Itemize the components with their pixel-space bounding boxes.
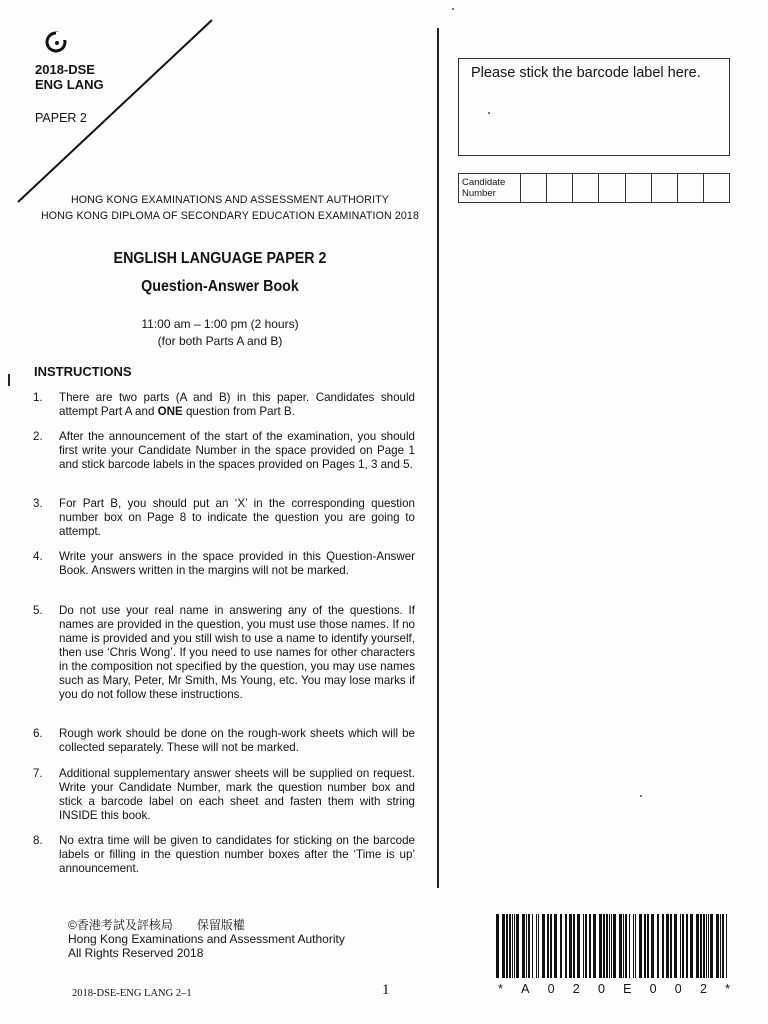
barcode-label-instruction: Please stick the barcode label here. <box>471 65 701 81</box>
instruction-item <box>33 430 415 472</box>
instruction-item <box>33 391 415 419</box>
barcode-bar <box>603 914 605 978</box>
paper-code: PAPER 2 <box>35 111 87 125</box>
barcode-bar <box>583 914 584 978</box>
instruction-number: 7. <box>33 767 43 780</box>
barcode-char: 2 <box>572 982 580 996</box>
barcode-bar <box>536 914 537 978</box>
barcode-bar <box>635 914 636 978</box>
barcode-char: 0 <box>597 982 605 996</box>
instruction-text: There are two parts (A and B) in this paper. Candidates should attempt Part A and ONE question from Part B. <box>59 391 415 418</box>
instruction-text: For Part B, you should put an ‘X’ in the corresponding question number box on Page 8 to indicate the question you are going to attempt. <box>59 497 415 538</box>
instruction-text: Rough work should be done on the rough-work sheets which will be collected separately. These will not be marked. <box>59 727 415 754</box>
barcode-graphic <box>496 914 730 980</box>
book-title: Question-Answer Book <box>141 278 299 295</box>
barcode-char: E <box>623 982 632 996</box>
candidate-number-field <box>458 173 730 203</box>
instruction-text: No extra time will be given to candidates for sticking on the barcode labels or filling in the question number boxes after the ‘Time is up’ announcement. <box>59 834 415 875</box>
barcode-char: 0 <box>547 982 555 996</box>
barcode-bar <box>674 914 677 978</box>
instruction-number: 1. <box>33 391 43 404</box>
barcode-bar <box>526 914 527 978</box>
barcode-bar <box>708 914 709 978</box>
scan-dot <box>640 795 642 797</box>
candidate-label-line1: Candidate <box>462 177 506 188</box>
candidate-digit-box <box>521 174 547 202</box>
barcode-bar <box>606 914 608 978</box>
scan-mark <box>8 374 10 386</box>
barcode-bar <box>528 914 530 978</box>
barcode-bar <box>706 914 707 978</box>
footer-paper-code: 2018-DSE-ENG LANG 2–1 <box>72 988 192 999</box>
barcode-bar <box>550 914 552 978</box>
barcode-bar <box>554 914 557 978</box>
barcode-bar <box>639 914 642 978</box>
authority-name: HONG KONG EXAMINATIONS AND ASSESSMENT AUTHORITY <box>70 194 390 206</box>
barcode-bar <box>700 914 702 978</box>
instruction-number: 8. <box>33 834 43 847</box>
barcode-bar <box>532 914 533 978</box>
instruction-number: 2. <box>33 430 43 443</box>
barcode-label-box <box>458 58 730 156</box>
barcode-bar <box>613 914 616 978</box>
barcode-bar <box>506 914 508 978</box>
barcode-bar <box>696 914 699 978</box>
barcode-char: 0 <box>649 982 657 996</box>
barcode-bar <box>682 914 684 978</box>
copyright-rights: All Rights Reserved 2018 <box>68 946 204 960</box>
barcode-bar <box>585 914 587 978</box>
barcode-bar <box>722 914 724 978</box>
barcode-bar <box>690 914 693 978</box>
instruction-number: 4. <box>33 550 43 563</box>
barcode-bar <box>538 914 539 978</box>
candidate-digit-box <box>704 174 729 202</box>
exam-time: 11:00 am – 1:00 pm (2 hours) <box>141 317 299 331</box>
emphasis-word: ONE <box>157 405 183 418</box>
hkeaa-logo-icon <box>44 30 68 54</box>
paper-title: ENGLISH LANGUAGE PAPER 2 <box>113 250 327 267</box>
candidate-digit-box <box>626 174 652 202</box>
barcode-bar <box>512 914 513 978</box>
instruction-item <box>33 604 415 702</box>
barcode-bar <box>647 914 649 978</box>
barcode-bar <box>573 914 575 978</box>
barcode-bar <box>509 914 511 978</box>
barcode-bar <box>565 914 567 978</box>
instruction-item <box>33 834 415 876</box>
instruction-item <box>33 727 415 755</box>
exam-code <box>35 62 104 92</box>
instruction-item <box>33 550 415 578</box>
barcode-bar <box>599 914 602 978</box>
instruction-text: Do not use your real name in answering any of the questions. If names are provided in the question, you must use those names. If no name is provided and you still wish to use a name to identify yourself, then use ‘Chris Wong’. If you need to use names for other characters in the composition not specified by the question, you may use names such as Mary, Peter, Mr Smith, Ms Young, etc. You may lose marks if you do not follow these instructions. <box>59 604 415 701</box>
barcode-bar <box>577 914 580 978</box>
barcode-bar <box>609 914 610 978</box>
barcode-bar <box>680 914 681 978</box>
barcode-bar <box>593 914 596 978</box>
barcode-bar <box>651 914 654 978</box>
exam-year-code: 2018-DSE <box>35 62 95 77</box>
page-number: 1 <box>382 982 390 998</box>
barcode-bar <box>657 914 659 978</box>
barcode-bar <box>619 914 622 978</box>
barcode-text <box>498 982 730 996</box>
barcode-bar <box>547 914 549 978</box>
barcode-bar <box>496 914 499 978</box>
barcode-bar <box>716 914 719 978</box>
barcode-char: A <box>521 982 530 996</box>
scan-dot <box>452 8 454 10</box>
scan-dot <box>488 112 490 114</box>
instruction-number: 5. <box>33 604 43 617</box>
barcode-bar <box>516 914 519 978</box>
barcode-bar <box>542 914 545 978</box>
barcode-char: 2 <box>699 982 707 996</box>
vertical-divider <box>437 28 439 888</box>
instruction-number: 6. <box>33 727 43 740</box>
instruction-number: 3. <box>33 497 43 510</box>
barcode-bar <box>720 914 721 978</box>
barcode-bar <box>569 914 572 978</box>
barcode-bar <box>633 914 634 978</box>
barcode-bar <box>589 914 591 978</box>
barcode-char: * <box>498 982 503 996</box>
barcode-bar <box>662 914 664 978</box>
barcode-bar <box>560 914 562 978</box>
barcode-bar <box>502 914 505 978</box>
diagonal-rule <box>0 0 230 210</box>
copyright-chinese: ©香港考試及評核局 保留版權 <box>68 918 245 932</box>
candidate-digit-box <box>678 174 704 202</box>
candidate-digit-box <box>652 174 678 202</box>
barcode-bar <box>611 914 612 978</box>
barcode-bar <box>670 914 672 978</box>
exam-name: HONG KONG DIPLOMA OF SECONDARY EDUCATION EXAMINATION 2018 <box>40 210 420 222</box>
instruction-text: Write your answers in the space provided in this Question-Answer Book. Answers written in the margins will not be marked. <box>59 550 415 577</box>
copyright-authority: Hong Kong Examinations and Assessment Authority <box>68 932 345 946</box>
instruction-item <box>33 767 415 823</box>
instruction-text: Additional supplementary answer sheets will be supplied on request. Write your Candidate Number, mark the question number box and stick a barcode label on each sheet and fasten them with string INSIDE this book. <box>59 767 415 822</box>
emphasis-word: INSIDE <box>59 809 98 822</box>
copyright-block <box>68 918 345 960</box>
barcode-bar <box>514 914 515 978</box>
barcode-bar <box>644 914 646 978</box>
barcode-bar <box>686 914 688 978</box>
barcode-bar <box>522 914 525 978</box>
candidate-digit-box <box>599 174 625 202</box>
instructions-heading: INSTRUCTIONS <box>34 364 132 379</box>
subject-code: ENG LANG <box>35 77 104 92</box>
candidate-number-label <box>459 174 521 202</box>
candidate-digit-box <box>547 174 573 202</box>
candidate-digit-box <box>573 174 599 202</box>
instruction-text: After the announcement of the start of the examination, you should first write your Candidate Number in the space provided on Page 1 and stick barcode labels in the spaces provided on Pages 1, 3 and 5. <box>59 430 415 471</box>
barcode-bar <box>703 914 705 978</box>
barcode-bar <box>726 914 727 978</box>
instruction-item <box>33 497 415 539</box>
barcode-bar <box>666 914 669 978</box>
exam-time-note: (for both Parts A and B) <box>157 334 283 348</box>
barcode-bar <box>625 914 627 978</box>
barcode-bar <box>710 914 713 978</box>
barcode-char: * <box>725 982 730 996</box>
barcode-bar <box>629 914 630 978</box>
candidate-label-line2: Number <box>462 188 496 199</box>
barcode-char: 0 <box>674 982 682 996</box>
barcode-bar <box>623 914 624 978</box>
